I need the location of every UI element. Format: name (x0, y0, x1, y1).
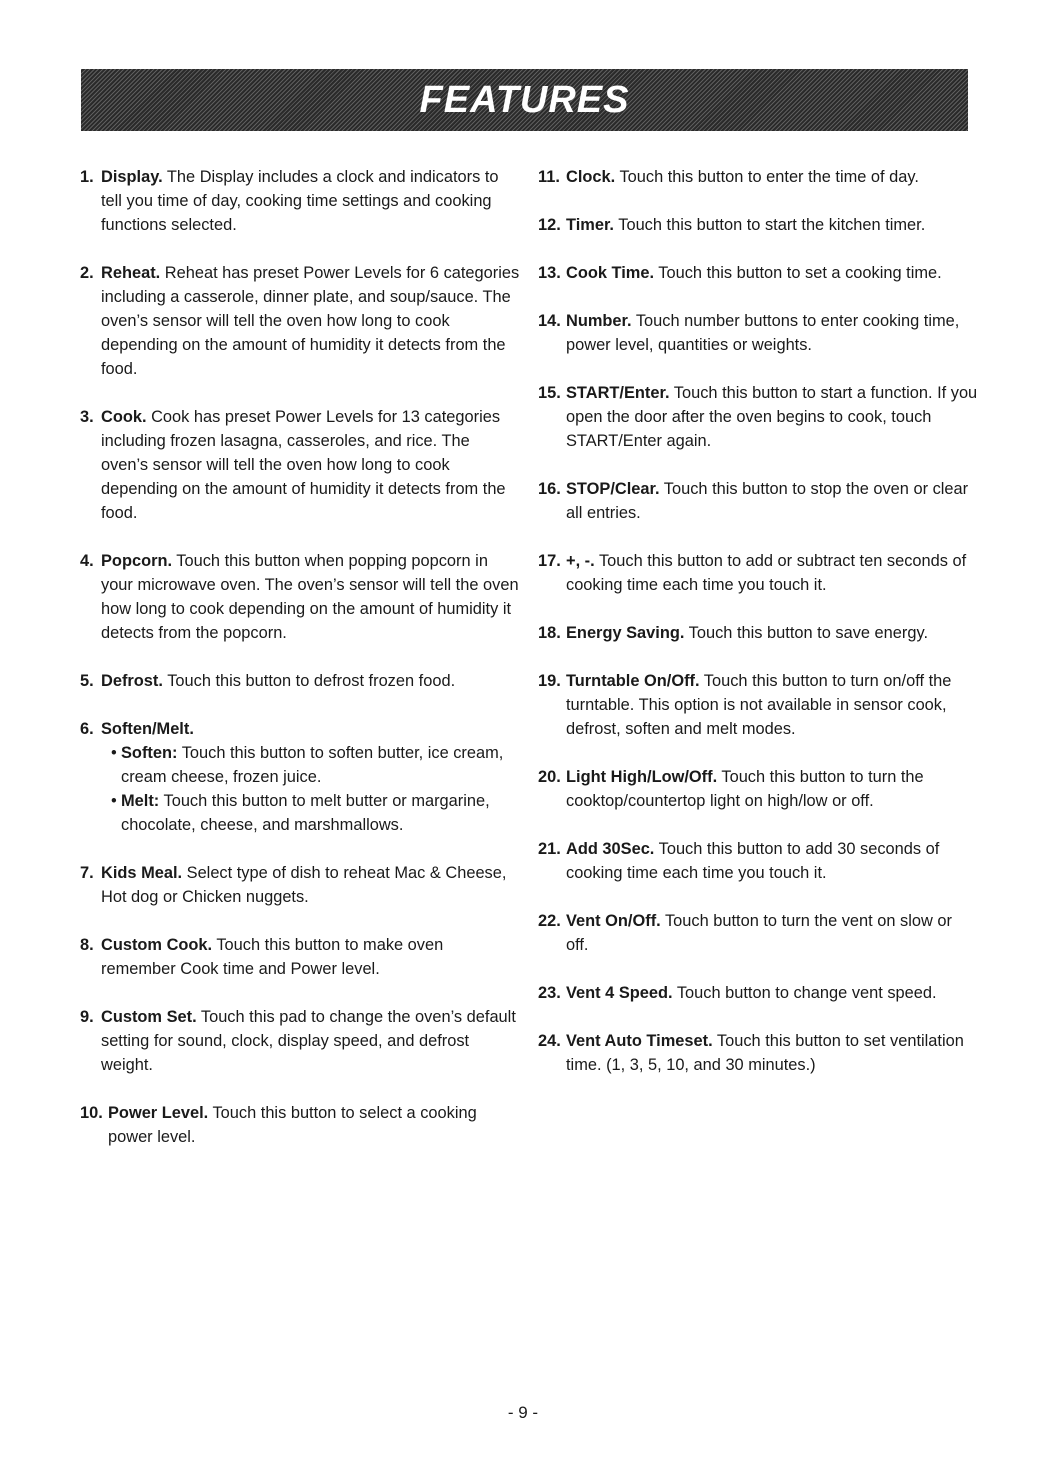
item-term: STOP/Clear. (566, 480, 660, 498)
item-number: 10. (80, 1104, 103, 1122)
item-number: 17. (538, 552, 561, 570)
list-item (538, 669, 978, 741)
item-term: Reheat. (101, 264, 161, 282)
item-term: Turntable On/Off. (566, 672, 700, 690)
item-term: Vent 4 Speed. (566, 984, 673, 1002)
item-number: 4. (80, 552, 94, 570)
list-item (538, 477, 978, 525)
right-column (538, 165, 978, 1077)
item-text: Select type of dish to reheat Mac & Cheese, Hot dog or Chicken nuggets. (101, 864, 507, 906)
item-text: Touch this button to defrost frozen food. (162, 672, 456, 690)
list-item (80, 405, 520, 525)
item-term: Vent Auto Timeset. (566, 1032, 713, 1050)
item-term: Add 30Sec. (566, 840, 655, 858)
left-column (80, 165, 520, 1149)
list-item (538, 309, 978, 357)
item-number: 23. (538, 984, 561, 1002)
item-number: 2. (80, 264, 94, 282)
bullet: • (111, 744, 117, 762)
item-number: 8. (80, 936, 94, 954)
list-item (538, 909, 978, 957)
item-term: Cook. (101, 408, 147, 426)
item-number: 5. (80, 672, 94, 690)
list-item (538, 765, 978, 813)
item-term: Kids Meal. (101, 864, 183, 882)
item-text: Touch this pad to change the oven’s default setting for sound, clock, display speed, and defrost weight. (101, 1008, 516, 1074)
item-term: Custom Set. (101, 1008, 197, 1026)
sub-item-melt (101, 789, 520, 837)
list-item (80, 261, 520, 381)
item-text: Touch button to turn the vent on slow or off. (566, 912, 952, 954)
sub-term: Melt: (121, 792, 160, 810)
item-term: Display. (101, 168, 163, 186)
item-text: Touch this button to set ventilation time. (1, 3, 5, 10, and 30 minutes.) (566, 1032, 964, 1074)
item-number: 24. (538, 1032, 561, 1050)
item-number: 15. (538, 384, 561, 402)
item-text: Touch number buttons to enter cooking time, power level, quantities or weights. (566, 312, 960, 354)
item-term: Custom Cook. (101, 936, 213, 954)
item-number: 1. (80, 168, 94, 186)
item-number: 22. (538, 912, 561, 930)
item-text: Touch this button to set a cooking time. (654, 264, 942, 282)
item-number: 7. (80, 864, 94, 882)
item-text: Touch this button to start the kitchen timer. (614, 216, 926, 234)
title-banner (81, 69, 968, 131)
item-text: The Display includes a clock and indicators to tell you time of day, cooking time settings and cooking functions selected. (101, 168, 499, 234)
item-term: Defrost. (101, 672, 163, 690)
item-term: START/Enter. (566, 384, 670, 402)
item-number: 21. (538, 840, 561, 858)
item-term: Cook Time. (566, 264, 655, 282)
item-number: 19. (538, 672, 561, 690)
item-number: 14. (538, 312, 561, 330)
item-text: Touch this button to start a function. If you open the door after the oven begins to cook, touch START/Enter again. (566, 384, 978, 450)
list-item (80, 1005, 520, 1077)
item-term: Timer. (566, 216, 614, 234)
item-term: Light High/Low/Off. (566, 768, 718, 786)
item-text: Reheat has preset Power Levels for 6 categories including a casserole, dinner plate, and soup/sauce. The oven’s sensor will tell the oven how long to cook depending on the amount of humidity it detects from the food. (101, 264, 520, 378)
list-item (80, 1101, 520, 1149)
list-item (80, 669, 520, 693)
list-item (80, 165, 520, 237)
item-text: Touch this button to make oven remember Cook time and Power level. (101, 936, 444, 978)
item-term: Power Level. (108, 1104, 209, 1122)
item-text: Touch this button to turn the cooktop/countertop light on high/low or off. (566, 768, 924, 810)
item-term: Soften/Melt. (101, 720, 194, 738)
item-number: 16. (538, 480, 561, 498)
item-term: Number. (566, 312, 632, 330)
item-text: Touch this button to stop the oven or clear all entries. (566, 480, 969, 522)
item-term: Clock. (566, 168, 616, 186)
bullet: • (111, 792, 117, 810)
item-text: Touch this button to save energy. (684, 624, 929, 642)
list-item (80, 861, 520, 909)
item-term: Popcorn. (101, 552, 173, 570)
item-number: 18. (538, 624, 561, 642)
list-item (538, 1029, 978, 1077)
list-item (538, 549, 978, 597)
list-item (538, 381, 978, 453)
sub-item-soften (101, 741, 520, 789)
list-item (538, 837, 978, 885)
item-text: Touch this button to add or subtract ten seconds of cooking time each time you touch it. (566, 552, 967, 594)
item-number: 11. (538, 168, 560, 186)
item-text: Touch this button when popping popcorn in your microwave oven. The oven’s sensor will tell the oven how long to cook depending on the amount of humidity it detects from the popcorn. (101, 552, 519, 642)
item-term: Vent On/Off. (566, 912, 661, 930)
item-number: 3. (80, 408, 94, 426)
page-title: FEATURES (419, 78, 630, 121)
item-term: +, -. (566, 552, 595, 570)
item-number: 13. (538, 264, 561, 282)
list-item (538, 621, 978, 645)
list-item (80, 549, 520, 645)
item-text: Touch this button to enter the time of day. (615, 168, 919, 186)
list-item (538, 165, 978, 189)
page-number: - 9 - (507, 1403, 539, 1422)
item-text: Cook has preset Power Levels for 13 categories including frozen lasagna, casseroles, and rice. The oven’s sensor will tell the oven how long to cook depending on the amount of humidity it detects from the food. (101, 408, 506, 522)
item-text: Touch button to change vent speed. (672, 984, 937, 1002)
item-number: 9. (80, 1008, 94, 1026)
item-text: Touch this button to add 30 seconds of cooking time each time you touch it. (566, 840, 940, 882)
list-item (538, 261, 978, 285)
sub-term: Soften: (121, 744, 178, 762)
item-number: 12. (538, 216, 561, 234)
sub-text: Touch this button to soften butter, ice cream, cream cheese, frozen juice. (121, 744, 504, 786)
item-text: Touch this button to turn on/off the turntable. This option is not available in sensor cook, defrost, soften and melt modes. (566, 672, 952, 738)
list-item (538, 981, 978, 1005)
list-item (538, 213, 978, 237)
item-text: Touch this button to select a cooking power level. (108, 1104, 477, 1146)
sub-text: Touch this button to melt butter or margarine, chocolate, cheese, and marshmallows. (121, 792, 490, 834)
list-item (80, 933, 520, 981)
item-number: 6. (80, 720, 94, 738)
item-number: 20. (538, 768, 561, 786)
item-term: Energy Saving. (566, 624, 685, 642)
list-item (80, 717, 520, 837)
